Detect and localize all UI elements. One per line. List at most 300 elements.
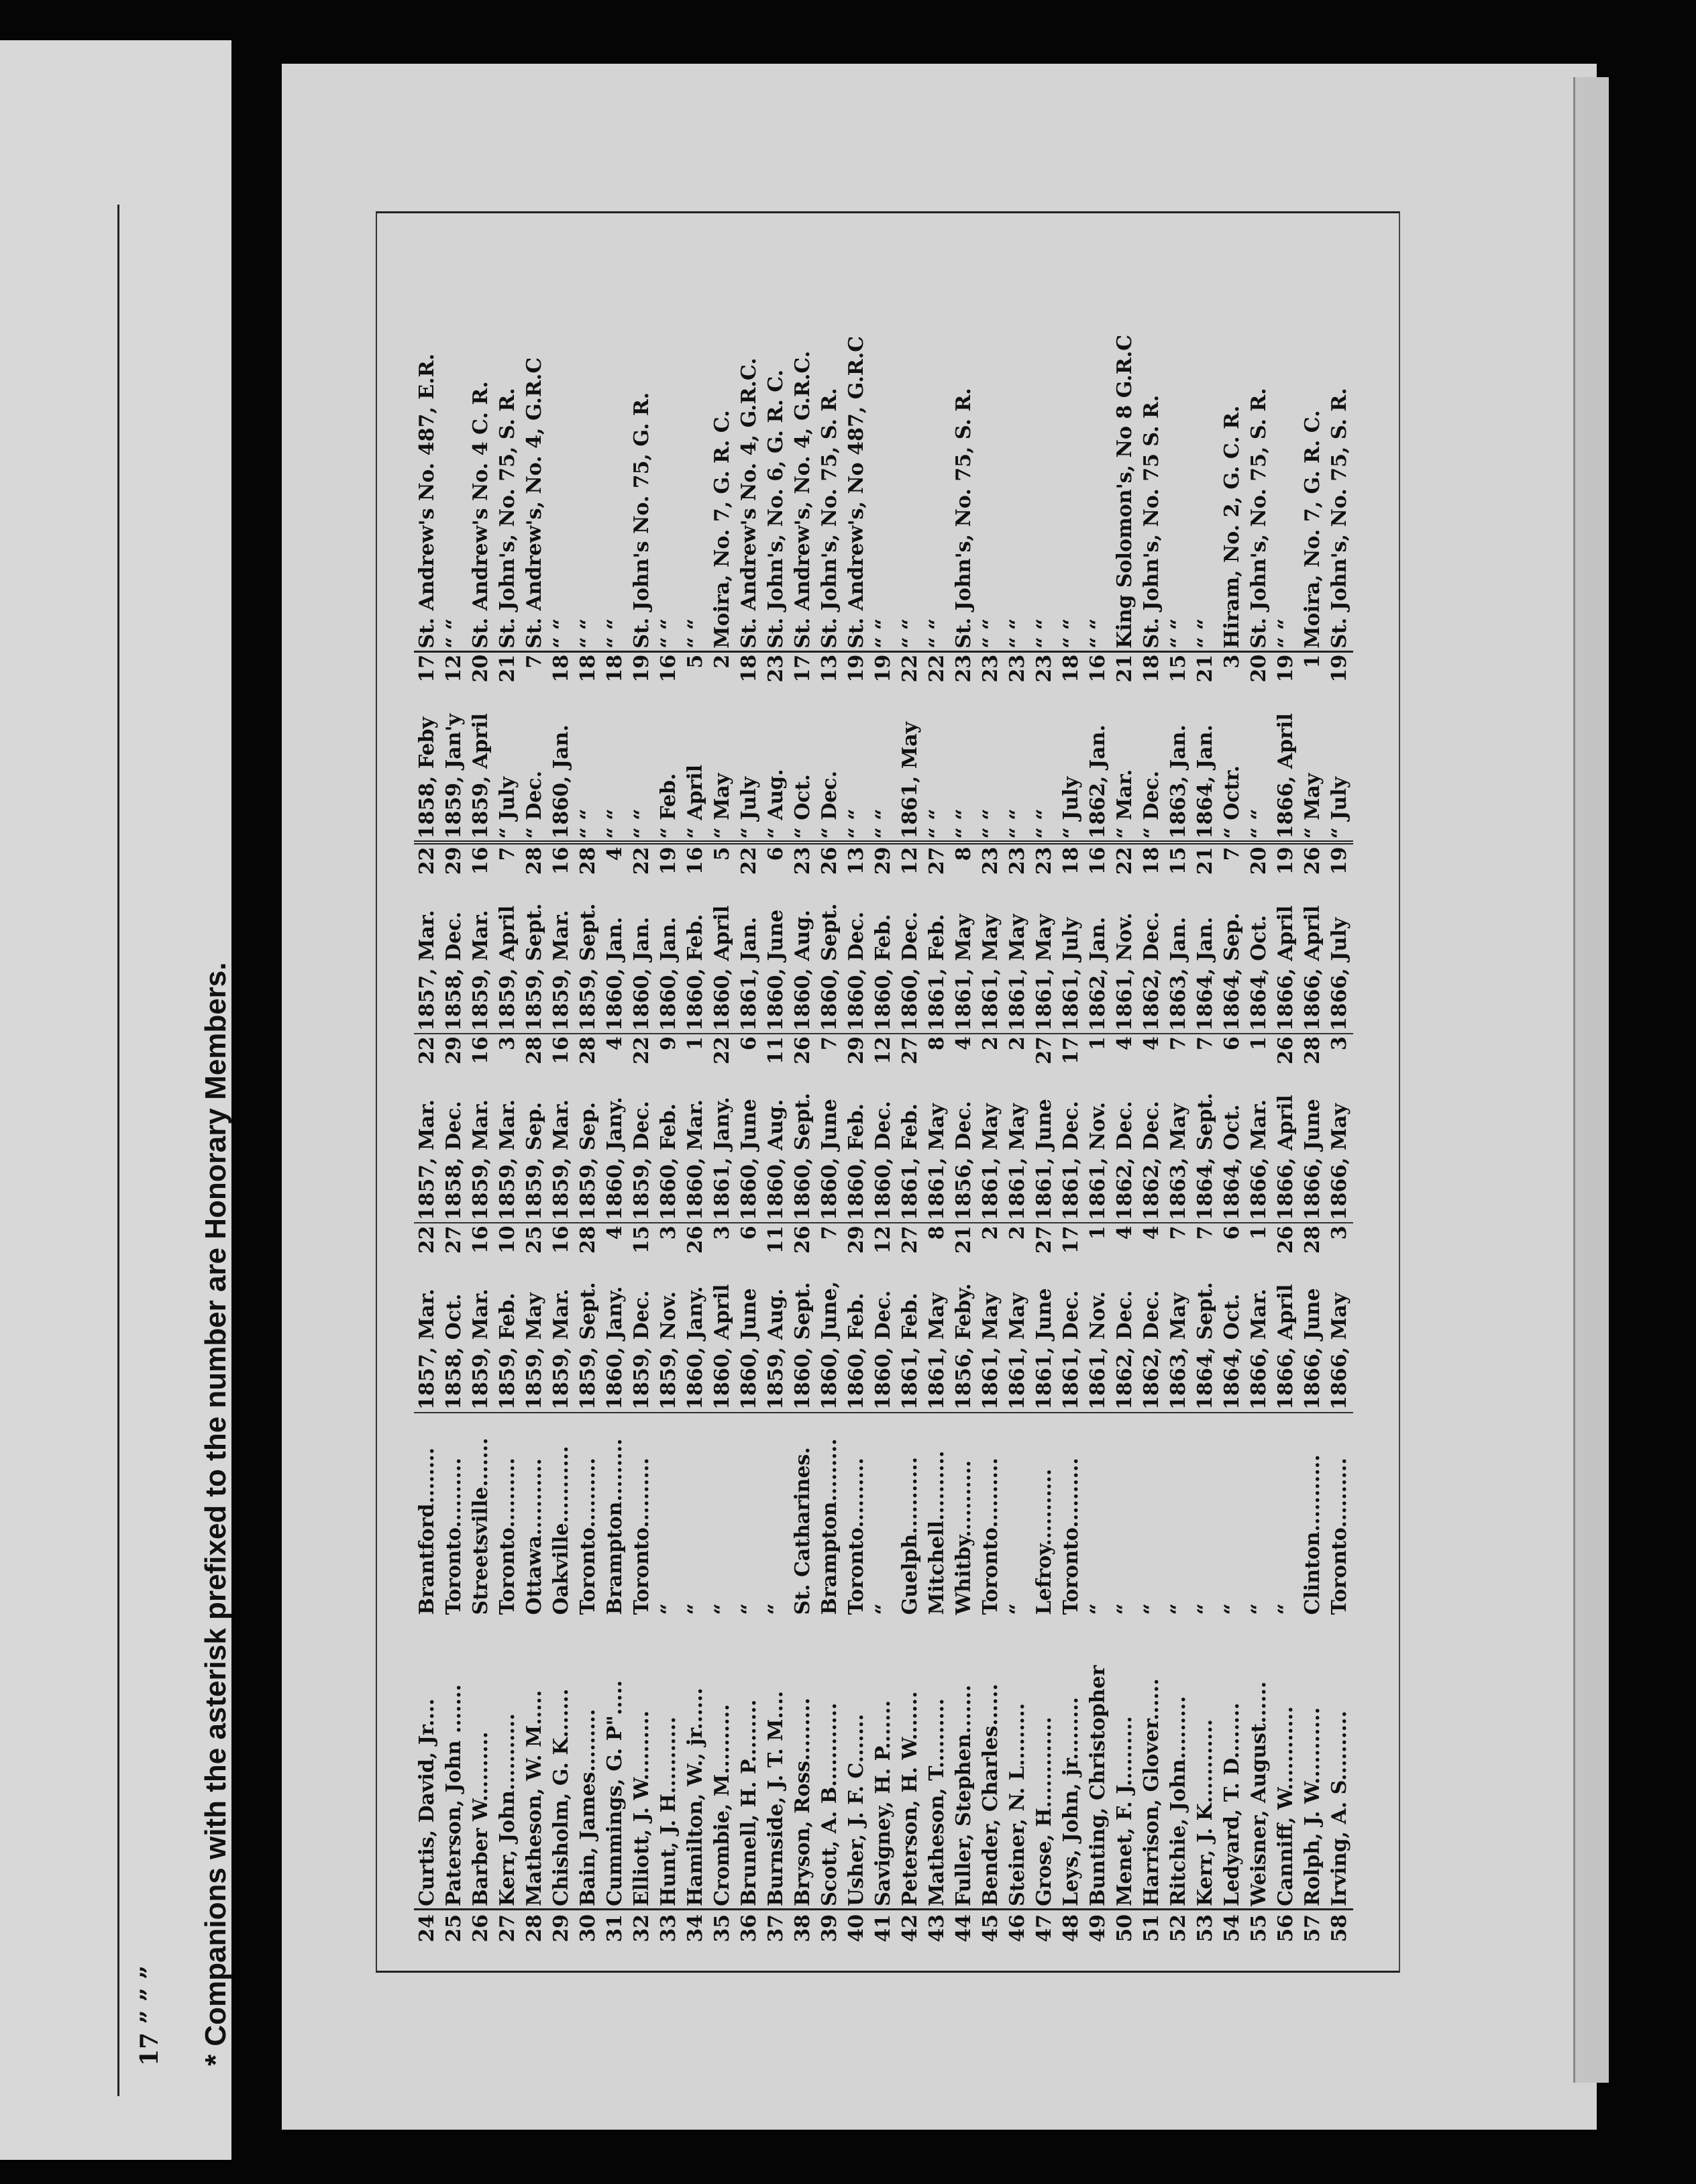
date-col-2-day: 2 (979, 1036, 1002, 1051)
date-col-4-day: 17 (791, 654, 814, 683)
date-col-3 (494, 843, 521, 1034)
member-number: 49 (1085, 1909, 1112, 1965)
date-col-1 (1085, 1223, 1112, 1412)
date-col-3 (1058, 843, 1085, 1034)
member-residence: Whitby........... (952, 1460, 975, 1615)
date-col-2-day: 4 (952, 1036, 975, 1051)
date-col-4 (414, 651, 441, 842)
date-col-1 (736, 1223, 763, 1412)
date-col-3-day: 23 (979, 847, 1002, 875)
table-row (655, 208, 682, 1965)
date-col-4 (575, 651, 602, 842)
date-col-4 (870, 651, 897, 842)
date-col-1 (897, 1223, 924, 1412)
date-col-2-day: 2 (1006, 1036, 1029, 1051)
date-col-1-month: 1861, Dec. (1059, 1290, 1083, 1410)
date-col-3 (1192, 843, 1219, 1034)
date-col-1 (763, 1223, 790, 1412)
date-col-1 (709, 1223, 736, 1412)
date-col-3-day: 19 (1274, 847, 1297, 875)
table-row (736, 208, 763, 1965)
member-number: 50 (1112, 1909, 1138, 1965)
date-col-4 (1138, 651, 1165, 842)
date-col-4-day: 18 (737, 654, 761, 683)
member-residence: Toronto.......... (1328, 1458, 1351, 1615)
member-name: Bain, James......... (576, 1708, 600, 1906)
date-col-1-day: 26 (684, 1225, 707, 1254)
date-col-3 (790, 843, 816, 1034)
member-residence: “ (1140, 1603, 1163, 1615)
member-number: 27 (494, 1909, 521, 1965)
member-name: Barber W.......... (469, 1731, 492, 1906)
member-residence: Ottawa........... (523, 1458, 546, 1615)
date-col-3 (816, 843, 843, 1034)
date-col-2-day: 22 (415, 1036, 439, 1064)
date-col-4-month: “ Dec. (818, 770, 841, 839)
date-col-1-month: 1859, Dec. (630, 1290, 653, 1410)
lodge-name: “ “ (897, 208, 924, 651)
lodge-name: St. John's, No. 75 S. R. (1138, 208, 1165, 651)
date-col-1-day: 6 (737, 1225, 761, 1240)
date-col-3-day: 23 (1006, 847, 1029, 875)
member-residence: Clinton........... (1301, 1454, 1324, 1615)
date-col-3 (1138, 843, 1165, 1034)
member-name: Curtis, David, Jr.... (415, 1698, 439, 1906)
date-col-2-day: 27 (898, 1036, 922, 1064)
lodge-name: St. John's, No. 75, S. R. (1246, 208, 1273, 651)
date-col-1-month: 1861, Feb. (898, 1293, 922, 1410)
date-col-4 (682, 651, 709, 842)
lodge-name: “ “ (441, 208, 468, 651)
member-name: Steiner, N. L......... (1006, 1702, 1029, 1906)
table-row (843, 208, 870, 1965)
member-residence: “ (1220, 1603, 1244, 1615)
date-col-1-month: 1861, June (1032, 1288, 1056, 1410)
table-row (816, 208, 843, 1965)
member-name: Bryson, Ross......... (791, 1697, 814, 1906)
date-col-1-day: 6 (1220, 1225, 1244, 1240)
date-col-4-day: 1 (1301, 654, 1324, 669)
date-col-3-day: 29 (442, 847, 466, 875)
member-number: 55 (1246, 1909, 1273, 1965)
lodge-name: “ “ (924, 208, 951, 651)
date-col-3-month: 1860, Dec. (898, 911, 922, 1032)
date-col-1-day: 8 (925, 1225, 949, 1240)
table-row (1085, 208, 1112, 1965)
date-col-1-day: 16 (549, 1225, 573, 1254)
lodge-name: St. Andrew's, No. 4, G.R.C (521, 208, 548, 651)
member-name: Burnside, J. T. M.... (764, 1690, 788, 1906)
date-col-2 (1138, 1034, 1165, 1223)
member-residence: St. Catharines. (791, 1447, 814, 1615)
date-col-1-day: 7 (1194, 1225, 1217, 1240)
date-col-1-day: 16 (469, 1225, 492, 1254)
date-col-4-month: “ Mar. (1113, 769, 1136, 839)
date-col-1-month: 1859, Mar. (469, 1289, 492, 1410)
lodge-name: “ “ (1058, 208, 1085, 651)
date-col-4-month: 1864, Jan. (1194, 724, 1217, 839)
date-col-4-day: 18 (576, 654, 600, 683)
date-col-4 (843, 651, 870, 842)
date-col-4 (494, 651, 521, 842)
date-col-2 (655, 1034, 682, 1223)
date-col-4 (1031, 651, 1058, 842)
date-col-3-month: 1859, Sept. (523, 903, 546, 1032)
date-col-2-day: 29 (442, 1036, 466, 1064)
date-col-4-month: “ “ (845, 808, 868, 839)
members-table-body (414, 208, 1353, 1965)
date-col-2-day: 1 (1247, 1036, 1271, 1051)
date-col-3-day: 7 (1220, 847, 1244, 861)
table-row (468, 208, 494, 1965)
date-col-4 (1112, 651, 1138, 842)
member-name: Canniff, W............ (1274, 1706, 1297, 1906)
date-col-3 (1219, 843, 1246, 1034)
member-name: Chisholm, G. K....... (549, 1688, 573, 1906)
member-residence: Toronto.......... (979, 1458, 1002, 1615)
date-col-3-day: 18 (1059, 847, 1083, 875)
lodge-name: “ “ (1004, 208, 1031, 651)
date-col-3 (1031, 843, 1058, 1034)
left-page-text (136, 121, 256, 2066)
member-number: 26 (468, 1909, 494, 1965)
date-col-4 (816, 651, 843, 842)
date-col-1 (1273, 1223, 1300, 1412)
date-col-3-month: 1860, Aug. (791, 910, 814, 1032)
date-col-1 (977, 1223, 1004, 1412)
date-col-1-month: 1859, Aug. (764, 1288, 788, 1410)
member-residence: Toronto.......... (630, 1458, 653, 1615)
member-residence: Toronto.......... (576, 1458, 600, 1615)
date-col-1-month: 1860, April (710, 1284, 734, 1410)
date-col-4-month: “ July (1328, 776, 1351, 839)
date-col-1-month: 1856, Feby. (952, 1283, 975, 1410)
honorary-members-note: * Companions with the asterisk prefixed to the number are Honorary Members. (199, 962, 232, 2066)
date-col-1-month: 1859, Sept. (576, 1282, 600, 1410)
date-col-3 (521, 843, 548, 1034)
date-col-2 (924, 1034, 951, 1223)
date-col-1 (1300, 1223, 1326, 1412)
date-col-4-day: 23 (1006, 654, 1029, 683)
member-number: 36 (736, 1909, 763, 1965)
member-number: 32 (629, 1909, 655, 1965)
member-number: 29 (548, 1909, 575, 1965)
date-col-2-month: 1866, June (1301, 1099, 1324, 1221)
date-col-2 (1326, 1034, 1353, 1223)
date-col-1-month: 1858, Oct. (442, 1293, 466, 1410)
member-number: 46 (1004, 1909, 1031, 1965)
date-col-3-day: 26 (1301, 847, 1324, 875)
date-col-1 (1165, 1223, 1192, 1412)
lodge-name: “ “ (1273, 208, 1300, 651)
date-col-3 (1085, 843, 1112, 1034)
member-name: Brunell, H. P......... (737, 1699, 761, 1906)
date-col-4 (1219, 651, 1246, 842)
date-col-1-month: 1859, Feb. (496, 1293, 519, 1410)
date-col-3-month: 1864, Jan. (1194, 916, 1217, 1032)
date-col-2 (441, 1034, 468, 1223)
date-col-2 (414, 1034, 441, 1223)
date-col-1-month: 1862, Dec. (1113, 1290, 1136, 1410)
date-col-1-day: 25 (523, 1225, 546, 1254)
date-col-3-month: 1862, Jan. (1086, 916, 1110, 1032)
date-col-3 (843, 843, 870, 1034)
date-col-1-month: 1866, Mar. (1247, 1289, 1271, 1410)
lodge-name: St. John's, No. 75, S. R. (816, 208, 843, 651)
date-col-2-month: 1862, Dec. (1113, 1101, 1136, 1221)
date-col-1-month: 1857, Mar. (415, 1289, 439, 1410)
date-col-1-day: 28 (576, 1225, 600, 1254)
date-col-3-month: 1860, Sept. (818, 903, 841, 1032)
date-col-2-day: 29 (845, 1036, 868, 1064)
date-col-4-day: 3 (1220, 654, 1244, 669)
member-number: 33 (655, 1909, 682, 1965)
date-col-3 (763, 843, 790, 1034)
date-col-1-month: 1866, April (1274, 1284, 1297, 1410)
date-col-3 (1004, 843, 1031, 1034)
date-col-1-day: 12 (871, 1225, 895, 1254)
date-col-4-month: “ May (1301, 773, 1324, 839)
date-col-3-month: 1861, May (952, 914, 975, 1032)
date-col-1-month: 1859, Mar. (549, 1289, 573, 1410)
date-col-4 (629, 651, 655, 842)
date-col-1-day: 3 (1328, 1225, 1351, 1240)
date-col-3-month: 1866, April (1301, 905, 1324, 1032)
date-col-3-month: 1866, April (1274, 905, 1297, 1032)
date-col-3-day: 18 (1140, 847, 1163, 875)
date-col-1 (1112, 1223, 1138, 1412)
date-col-2-month: 1860, Aug. (764, 1099, 788, 1221)
date-col-1 (1004, 1223, 1031, 1412)
member-number: 30 (575, 1909, 602, 1965)
date-col-3-day: 22 (737, 847, 761, 875)
date-col-4-month: “ “ (1006, 808, 1029, 839)
date-col-2-month: 1861, Nov. (1086, 1101, 1110, 1221)
lodge-name: “ “ (1192, 208, 1219, 651)
member-number: 56 (1273, 1909, 1300, 1965)
date-col-1-day: 3 (657, 1225, 680, 1240)
date-col-4-day: 20 (469, 654, 492, 683)
date-col-2-month: 1860, Jany. (603, 1097, 627, 1221)
member-name: Cummings, G. P"..... (603, 1680, 627, 1906)
date-col-2 (977, 1034, 1004, 1223)
date-col-3-month: 1861, Jan. (737, 916, 761, 1032)
date-col-1-month: 1860, June (737, 1288, 761, 1410)
date-col-2-day: 4 (1140, 1036, 1163, 1051)
table-row (414, 208, 441, 1965)
date-col-3-month: 1861, May (1006, 914, 1029, 1032)
date-col-1 (1219, 1223, 1246, 1412)
member-number: 25 (441, 1909, 468, 1965)
date-col-1 (951, 1223, 977, 1412)
table-row (763, 208, 790, 1965)
date-col-1-day: 27 (898, 1225, 922, 1254)
date-col-2-day: 28 (576, 1036, 600, 1064)
date-col-2-month: 1861, May (1006, 1103, 1029, 1221)
member-name: Grose, H............. (1032, 1716, 1056, 1906)
date-col-3-month: 1861, Nov. (1113, 912, 1136, 1032)
date-col-1 (1246, 1223, 1273, 1412)
date-col-4-month: “ Dec. (1140, 770, 1163, 839)
date-col-2 (1112, 1034, 1138, 1223)
date-col-2 (602, 1034, 629, 1223)
member-number: 38 (790, 1909, 816, 1965)
date-col-4-month: 1860, Jan. (549, 724, 573, 839)
date-col-1-month: 1866, May (1328, 1293, 1351, 1410)
date-col-1-month: 1860, Jany. (684, 1286, 707, 1410)
date-col-3-month: 1860, Dec. (845, 911, 868, 1032)
member-residence: “ (871, 1603, 895, 1615)
date-col-3-day: 22 (415, 847, 439, 875)
date-col-1-month: 1864, Oct. (1220, 1293, 1244, 1410)
member-name: Rolph, J. W........... (1301, 1707, 1324, 1906)
date-col-4-day: 15 (1167, 654, 1190, 683)
table-row (1219, 208, 1246, 1965)
date-col-2-day: 4 (1113, 1036, 1136, 1051)
date-col-2 (1085, 1034, 1112, 1223)
date-col-3-day: 16 (549, 847, 573, 875)
date-col-2 (521, 1034, 548, 1223)
date-col-2-day: 28 (1301, 1036, 1324, 1064)
date-col-3-month: 1861, May (1032, 914, 1056, 1032)
date-col-1-day: 27 (1032, 1225, 1056, 1254)
date-col-3-day: 15 (1167, 847, 1190, 875)
date-col-1-day: 17 (1059, 1225, 1083, 1254)
member-number: 47 (1031, 1909, 1058, 1965)
date-col-3-day: 28 (523, 847, 546, 875)
date-col-4-day: 7 (523, 654, 546, 669)
lodge-name: King Solomon's, No 8 G.R.C (1112, 208, 1138, 651)
date-col-4-day: 19 (1328, 654, 1351, 683)
date-col-1-day: 4 (603, 1225, 627, 1240)
table-row (1058, 208, 1085, 1965)
date-col-3-day: 21 (1194, 847, 1217, 875)
date-col-3 (951, 843, 977, 1034)
date-col-4-month: “ Oct. (791, 774, 814, 839)
member-name: Paterson, John ....... (442, 1684, 466, 1906)
date-col-2-month: 1859, Sep. (576, 1101, 600, 1221)
date-col-4-day: 22 (898, 654, 922, 683)
date-col-3 (1165, 843, 1192, 1034)
date-col-2-month: 1860, Feb. (657, 1103, 680, 1221)
date-col-4-month: 1859, April (469, 713, 492, 839)
member-number: 28 (521, 1909, 548, 1965)
member-name: Usher, J. F. C....... (845, 1714, 868, 1906)
date-col-4-day: 12 (442, 654, 466, 683)
member-residence: Toronto.......... (845, 1458, 868, 1615)
date-col-2-day: 28 (523, 1036, 546, 1064)
date-col-3-month: 1859, Mar. (549, 910, 573, 1032)
member-residence: Oakville........... (549, 1445, 573, 1615)
date-col-2-day: 3 (1328, 1036, 1351, 1051)
date-col-2-month: 1864, Oct. (1220, 1104, 1244, 1221)
date-col-4 (655, 651, 682, 842)
lodge-name: “ “ (682, 208, 709, 651)
left-page-top-line: 17 ” ” ” (136, 1965, 164, 2066)
date-col-3 (548, 843, 575, 1034)
date-col-2-month: 1856, Dec. (952, 1101, 975, 1221)
date-col-3-month: 1857, Mar. (415, 910, 439, 1032)
table-row (1273, 208, 1300, 1965)
page-edge (1573, 77, 1609, 2083)
date-col-4-month: “ “ (1032, 808, 1056, 839)
lodge-name: St. John's, No. 6, G. R. C. (763, 208, 790, 651)
date-col-2 (468, 1034, 494, 1223)
table-row (521, 208, 548, 1965)
date-col-2-day: 22 (630, 1036, 653, 1064)
date-col-4-day: 19 (871, 654, 895, 683)
member-residence: “ (1167, 1603, 1190, 1615)
date-col-2 (682, 1034, 709, 1223)
date-col-3-month: 1866, July (1328, 917, 1351, 1032)
lodge-name: “ “ (1165, 208, 1192, 651)
date-col-1-day: 1 (1086, 1225, 1110, 1240)
date-col-4-month: 1866, April (1274, 713, 1297, 839)
date-col-3 (736, 843, 763, 1034)
member-number: 48 (1058, 1909, 1085, 1965)
date-col-1 (816, 1223, 843, 1412)
date-col-4-day: 21 (1194, 654, 1217, 683)
date-col-4 (1058, 651, 1085, 842)
date-col-4 (1273, 651, 1300, 842)
date-col-3-month: 1859, Mar. (469, 910, 492, 1032)
date-col-2-month: 1860, Feb. (845, 1103, 868, 1221)
date-col-4-day: 18 (549, 654, 573, 683)
date-col-1-month: 1860, Sept. (791, 1282, 814, 1410)
date-col-4-month: “ “ (603, 808, 627, 839)
date-col-2-day: 16 (469, 1036, 492, 1064)
date-col-2-day: 11 (764, 1036, 788, 1064)
date-col-2-day: 7 (818, 1036, 841, 1051)
member-number: 31 (602, 1909, 629, 1965)
date-col-3 (709, 843, 736, 1034)
member-residence: “ (1086, 1603, 1110, 1615)
date-col-4-day: 19 (1274, 654, 1297, 683)
date-col-1-month: 1864, Sept. (1194, 1282, 1217, 1410)
date-col-2-day: 3 (496, 1036, 519, 1051)
date-col-3 (924, 843, 951, 1034)
date-col-3-day: 8 (952, 847, 975, 861)
lodge-name: St. John's, No. 75, S. R. (951, 208, 977, 651)
table-row (494, 208, 521, 1965)
date-col-4-month: “ “ (952, 808, 975, 839)
member-residence: Lefroy........... (1032, 1468, 1056, 1615)
date-col-2-day: 9 (657, 1036, 680, 1051)
date-col-3-month: 1859, April (496, 905, 519, 1032)
date-col-2 (870, 1034, 897, 1223)
date-col-1-day: 4 (1140, 1225, 1163, 1240)
date-col-3 (414, 843, 441, 1034)
date-col-4-month: “ April (684, 764, 707, 839)
member-number: 42 (897, 1909, 924, 1965)
member-number: 51 (1138, 1909, 1165, 1965)
date-col-1 (1031, 1223, 1058, 1412)
member-number: 40 (843, 1909, 870, 1965)
table-row (682, 208, 709, 1965)
member-name: Elliott, J. W.......... (630, 1710, 653, 1906)
member-residence: Mitchell.......... (925, 1450, 949, 1615)
date-col-3-day: 7 (496, 847, 519, 861)
date-col-4-day: 19 (630, 654, 653, 683)
date-col-4-day: 18 (1059, 654, 1083, 683)
date-col-2-month: 1858, Dec. (442, 1101, 466, 1221)
table-row (1165, 208, 1192, 1965)
date-col-3-day: 22 (1113, 847, 1136, 875)
date-col-2 (575, 1034, 602, 1223)
date-col-1-day: 21 (952, 1225, 975, 1254)
member-residence: Streetsville....... (469, 1437, 492, 1615)
date-col-3-day: 16 (684, 847, 707, 875)
